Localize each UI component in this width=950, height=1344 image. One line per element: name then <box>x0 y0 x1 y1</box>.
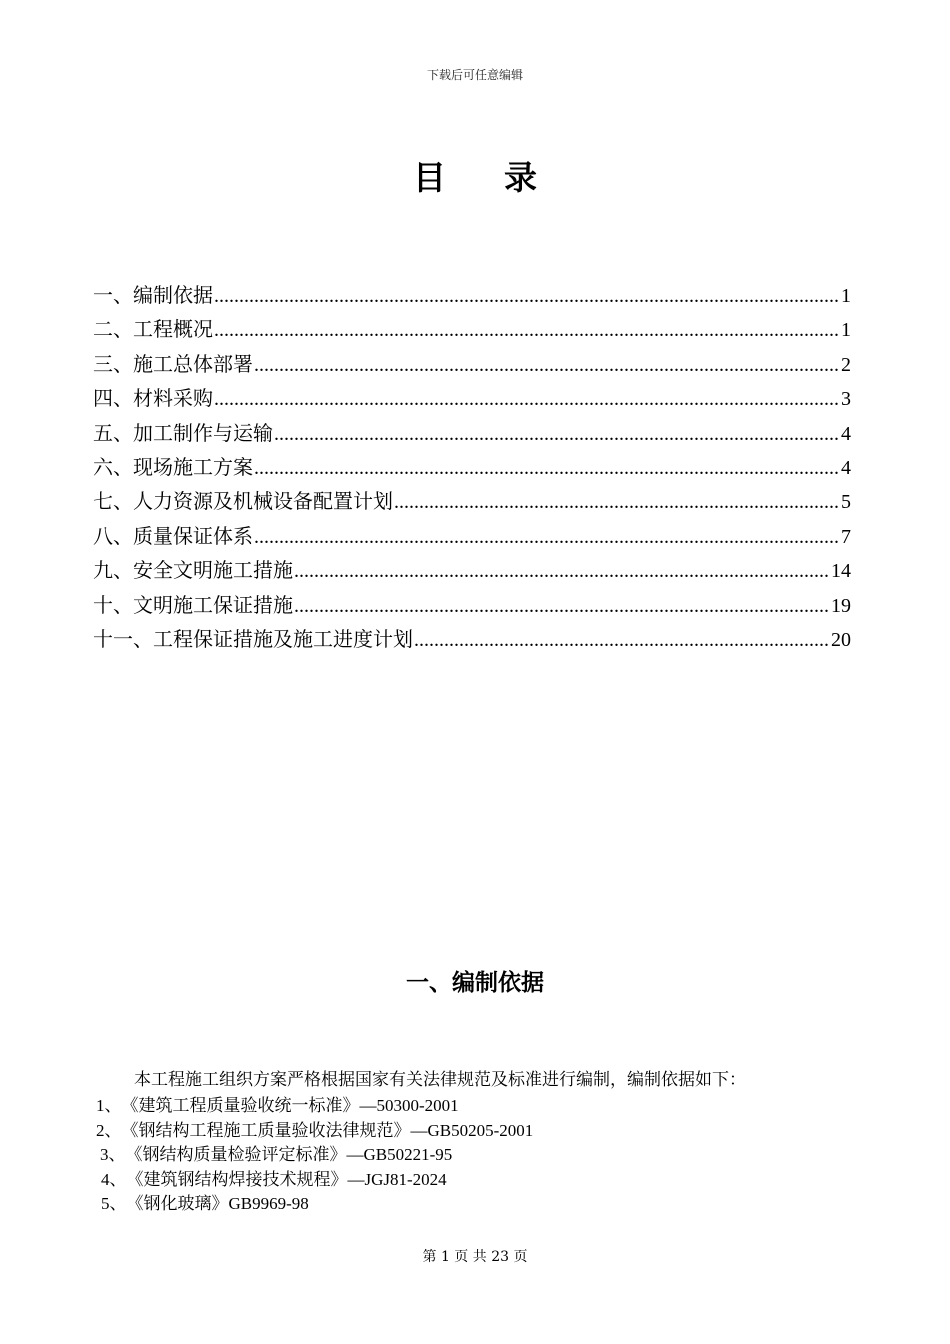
toc-entry-label: 十、文明施工保证措施 <box>93 592 293 617</box>
item-number: 1、 <box>96 1096 122 1115</box>
toc-entry-page: 1 <box>841 285 851 307</box>
toc-entry-page: 4 <box>841 422 851 445</box>
item-standard: GB9969-98 <box>228 1194 309 1214</box>
toc-leader-dots <box>214 384 840 414</box>
toc-entry-label: 八、质量保证体系 <box>93 523 253 548</box>
toc-entry[interactable] <box>93 280 851 314</box>
item-number: 4、 <box>101 1169 127 1189</box>
section-heading: 一、编制依据 <box>406 969 544 996</box>
list-item <box>96 1093 533 1118</box>
toc-entry[interactable] <box>93 314 851 348</box>
item-standard: —JGJ81-2024 <box>347 1169 447 1189</box>
item-title: 《钢结构质量检验评定标准》 <box>125 1145 347 1166</box>
toc-leader-dots <box>274 419 840 449</box>
item-title: 《钢结构工程施工质量验收法律规范》 <box>121 1120 411 1141</box>
toc-leader-dots <box>254 453 840 483</box>
toc-entry[interactable] <box>93 624 851 658</box>
item-standard: —GB50221-95 <box>346 1145 453 1165</box>
toc-entry[interactable] <box>93 383 851 417</box>
toc-entry-label: 九、安全文明施工措施 <box>93 558 293 583</box>
toc-leader-dots <box>394 487 840 517</box>
item-number: 5、 <box>101 1194 127 1214</box>
toc-entry-label: 二、工程概况 <box>93 317 213 342</box>
toc-leader-dots <box>294 556 830 586</box>
item-standard: —GB50205-2001 <box>410 1120 534 1140</box>
toc-entry-page: 7 <box>841 525 851 548</box>
toc-entry-page: 1 <box>841 319 851 342</box>
toc-leader-dots <box>254 522 840 552</box>
header-note: 下载后可任意编辑 <box>426 68 523 82</box>
toc-title: 目录 <box>413 158 595 197</box>
item-title: 《建筑钢结构焊接技术规程》 <box>126 1169 348 1190</box>
toc-entry-label: 一、编制依据 <box>93 283 213 307</box>
page-footer: 第 1 页 共 23 页 <box>422 1249 528 1265</box>
table-of-contents <box>93 280 851 658</box>
list-item <box>96 1142 533 1167</box>
basis-list <box>96 1093 533 1216</box>
toc-entry[interactable] <box>93 349 851 383</box>
toc-entry-label: 三、施工总体部署 <box>93 351 253 376</box>
toc-entry[interactable] <box>93 590 851 624</box>
section-intro: 本工程施工组织方案严格根据国家有关法律规范及标准进行编制，编制依据如下： <box>134 1070 746 1090</box>
list-item <box>96 1191 533 1216</box>
toc-entry-page: 4 <box>841 456 851 479</box>
item-title: 《建筑工程质量验收统一标准》 <box>121 1096 360 1116</box>
toc-entry-label: 四、材料采购 <box>93 386 213 411</box>
list-item <box>96 1167 533 1192</box>
toc-leader-dots <box>254 350 840 380</box>
toc-entry-page: 19 <box>831 594 851 617</box>
item-number: 2、 <box>96 1120 122 1140</box>
toc-entry-label: 七、人力资源及机械设备配置计划 <box>93 489 393 514</box>
toc-leader-dots <box>414 625 830 655</box>
toc-entry-page: 20 <box>831 628 851 651</box>
toc-entry-label: 六、现场施工方案 <box>93 454 253 479</box>
toc-entry-page: 5 <box>841 491 851 514</box>
item-number: 3、 <box>100 1145 126 1165</box>
toc-entry[interactable] <box>93 555 851 589</box>
toc-entry[interactable] <box>93 486 851 520</box>
list-item <box>96 1118 533 1143</box>
toc-entry-label: 五、加工制作与运输 <box>93 420 273 445</box>
item-standard: —50300-2001 <box>359 1096 459 1115</box>
toc-leader-dots <box>214 281 840 311</box>
toc-entry-page: 2 <box>841 353 851 376</box>
toc-entry-label: 十一、工程保证措施及施工进度计划 <box>93 626 413 651</box>
toc-entry[interactable] <box>93 418 851 452</box>
toc-entry-page: 3 <box>841 388 851 411</box>
toc-leader-dots <box>214 315 840 345</box>
toc-entry[interactable] <box>93 452 851 486</box>
toc-entry-page: 14 <box>831 560 851 583</box>
toc-leader-dots <box>294 591 830 621</box>
toc-entry[interactable] <box>93 521 851 555</box>
item-title: 《钢化玻璃》 <box>126 1194 229 1215</box>
